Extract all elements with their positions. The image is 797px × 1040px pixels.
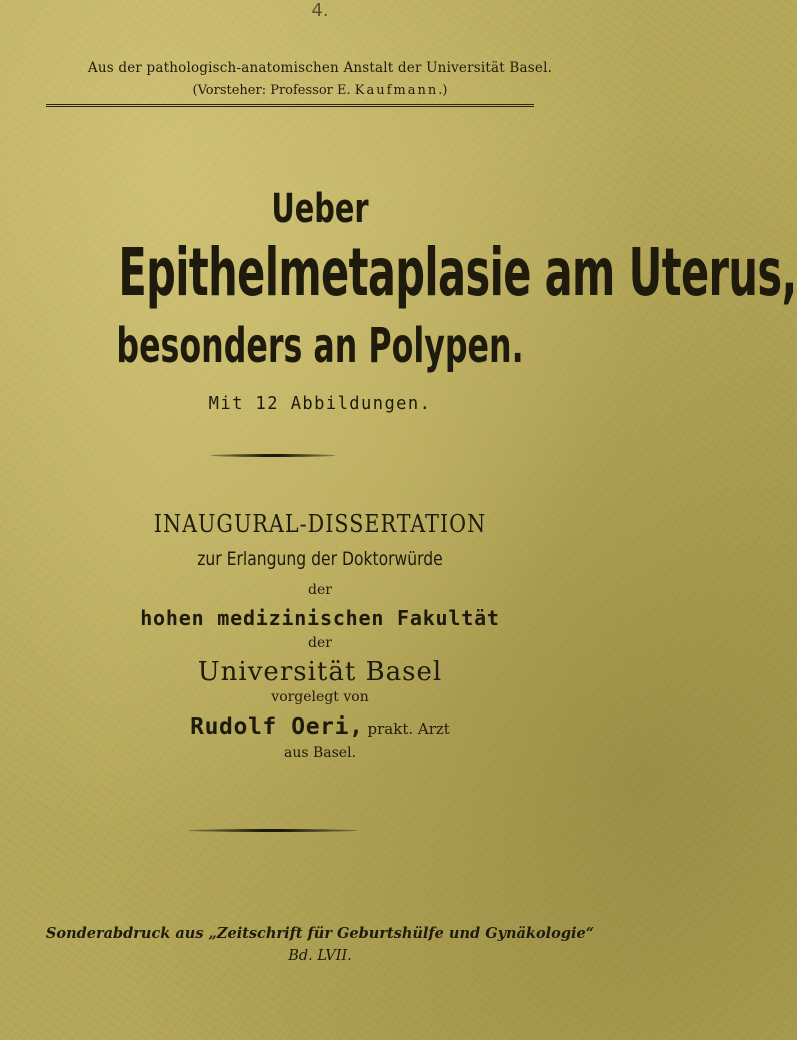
director-prefix: (Vorsteher: Professor E. [192,83,351,98]
der-line-1: der [308,582,332,598]
ornamental-rule-top [210,454,336,457]
institution-line: Aus der pathologisch-anatomischen Anstalt der Universität Basel. [87,60,553,76]
header-double-rule [46,104,534,107]
university-line: Universität Basel [197,657,443,687]
faculty-line: hohen medizinischen Fakultät [140,606,500,630]
reprint-volume: Bd. LVII. [288,948,352,964]
title-line-1: Ueber [271,186,369,232]
author-line [0,714,640,740]
reprint-note: Sonderabdruck aus „Zeitschrift für Geburtshülfe und Gynäkologie“ [45,925,595,942]
director-name: Kaufmann [354,83,439,98]
page-mark: 4. [311,0,329,21]
ornamental-rule-bottom [188,829,358,832]
presented-by-line: vorgelegt von [271,689,369,705]
author-name: Rudolf Oeri, [190,714,364,740]
title-line-2: Epithelmetaplasie am Uterus, [118,234,797,311]
figures-note: Mit 12 Abbildungen. [208,393,432,414]
director-suffix: .) [438,83,448,98]
director-line [0,83,640,98]
dissertation-heading: INAUGURAL-DISSERTATION [153,510,487,538]
der-line-2: der [308,635,332,651]
dissertation-purpose: zur Erlangung der Doktorwürde [197,548,443,570]
author-role: prakt. Arzt [367,720,450,738]
title-line-3: besonders an Polypen. [116,318,524,374]
author-origin: aus Basel. [283,745,357,761]
